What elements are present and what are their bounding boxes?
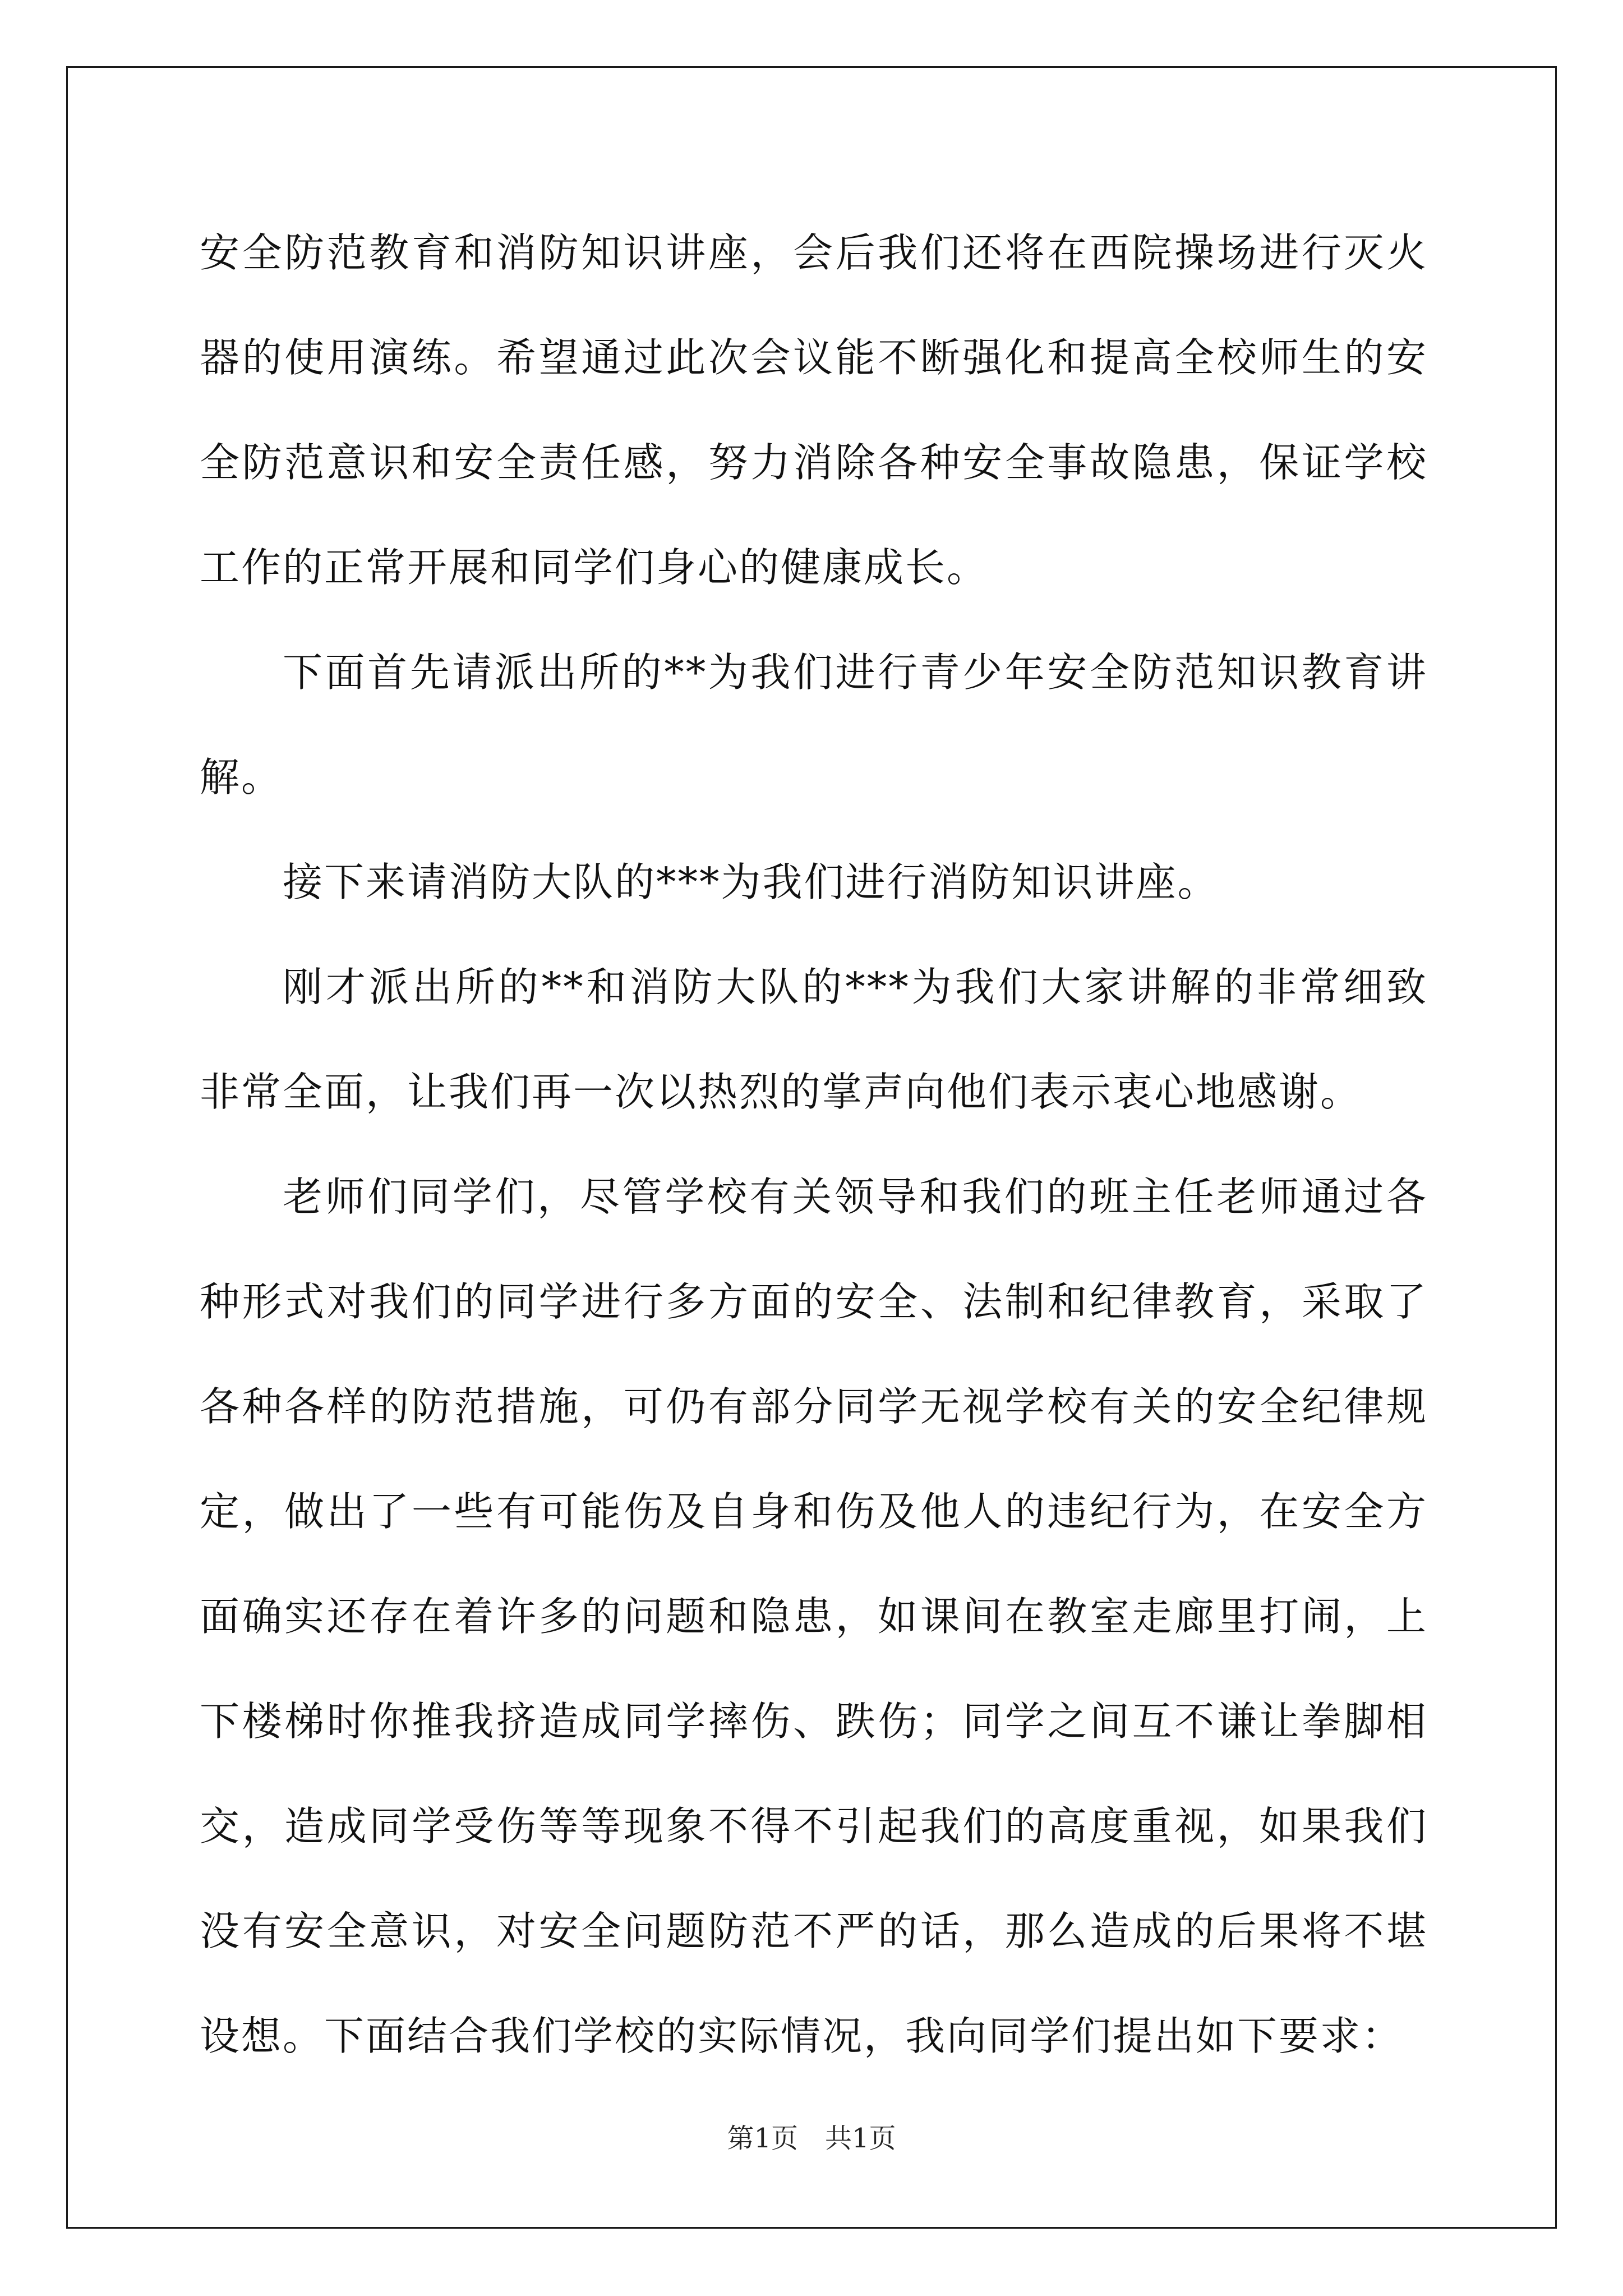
paragraph-thanks: 刚才派出所的**和消防大队的***为我们大家讲解的非常细致非常全面，让我们再一次以热烈的掌声向他们表示衷心地感谢。 bbox=[200, 964, 1428, 1115]
paragraph-continued: 安全防范教育和消防知识讲座，会后我们还将在西院操场进行灭火器的使用演练。希望通过此次会议能不断强化和提高全校师生的安全防范意识和安全责任感，努力消除各种安全事故隐患，保证学校工作的正常开展和同学们身心的健康成长。 bbox=[200, 229, 1428, 591]
page-number: 第1页 共1页 bbox=[727, 2123, 896, 2154]
page-footer bbox=[0, 2122, 1623, 2155]
paragraph-fire-lecture: 接下来请消防大队的***为我们进行消防知识讲座。 bbox=[283, 859, 1219, 905]
document-body bbox=[200, 200, 1428, 2088]
paragraph-requirements-intro: 老师们同学们，尽管学校有关领导和我们的班主任老师通过各种形式对我们的同学进行多方面的安全、法制和纪律教育，采取了各种各样的防范措施，可仍有部分同学无视学校有关的安全纪律规定，做出了一些有可能伤及自身和伤及他人的违纪行为，在安全方面确实还存在着许多的问题和隐患，如课间在教室走廊里打闹，上下楼梯时你推我挤造成同学摔伤、跌伤；同学之间互不谦让拳脚相交，造成同学受伤等等现象不得不引起我们的高度重视，如果我们没有安全意识，对安全问题防范不严的话，那么造成的后果将不堪设想。下面结合我们学校的实际情况，我向同学们提出如下要求： bbox=[200, 1174, 1428, 2059]
paragraph-police-lecture: 下面首先请派出所的**为我们进行青少年安全防范知识教育讲解。 bbox=[200, 649, 1428, 800]
